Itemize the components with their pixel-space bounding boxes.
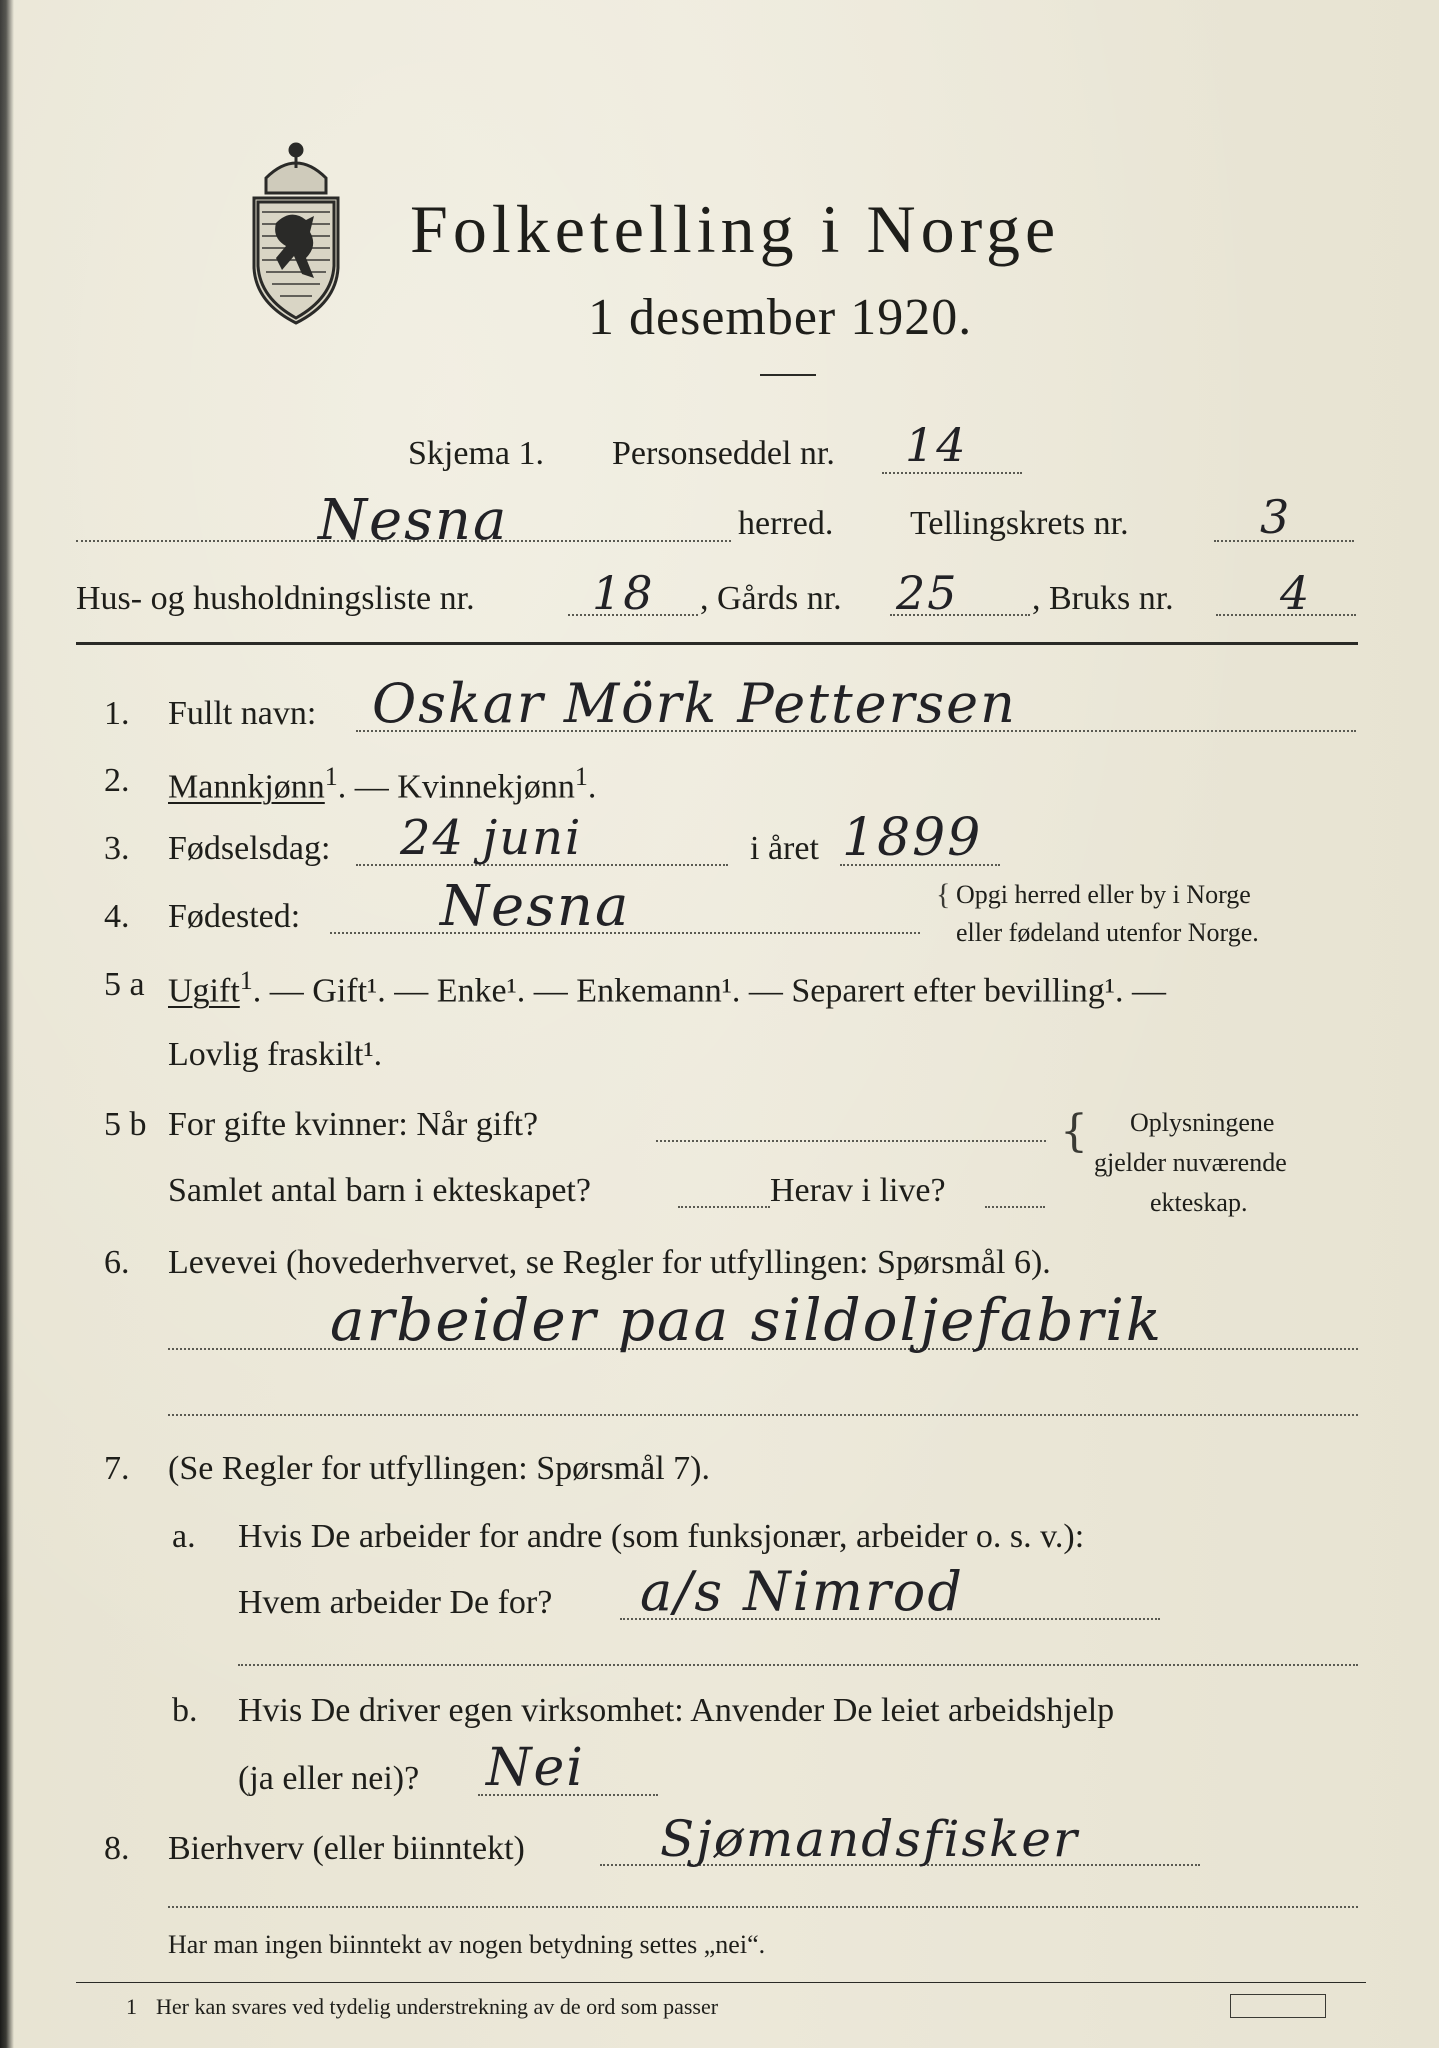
q5b-alive-label: Herav i live? <box>770 1172 946 1209</box>
q4-note-line1: Opgi herred eller by i Norge <box>956 880 1251 909</box>
male-option-underlined[interactable]: Mannkjønn <box>168 768 325 806</box>
q7b-number: b. <box>172 1692 198 1729</box>
no-income-note: Har man ingen biinntekt av nogen betydning settes „nei“. <box>168 1930 766 1959</box>
q5b-note1: Oplysningene <box>1130 1108 1275 1137</box>
side-income-value[interactable]: Sjømandsfisker <box>660 1810 1079 1868</box>
herred-value[interactable]: Nesna <box>318 488 509 553</box>
q7a-number: a. <box>172 1518 196 1555</box>
q3-year-label: i året <box>750 830 819 867</box>
hired-help-value[interactable]: Nei <box>486 1738 585 1798</box>
female-option[interactable]: Kvinnekjønn <box>397 768 575 806</box>
tellingskrets-value[interactable]: 3 <box>1260 490 1292 544</box>
footnote-text: Her kan svares ved tydelig understrekning av de ord som passer <box>156 1994 719 2019</box>
birthplace-value[interactable]: Nesna <box>440 874 631 939</box>
q3-label: Fødselsdag: <box>168 830 331 867</box>
household-list-label: Hus- og husholdningsliste nr. <box>76 580 475 617</box>
q2-gender-options: Mannkjønn$^1$. — Kvinnekjønn$^1$. <box>168 762 597 806</box>
q5b-line1: For gifte kvinner: Når gift? <box>168 1106 539 1143</box>
personseddel-label: Personseddel nr. <box>612 435 835 472</box>
q4-note-line2: eller fødeland utenfor Norge. <box>956 918 1259 947</box>
tellingskrets-label: Tellingskrets nr. <box>910 505 1129 542</box>
q5a-marital-options: Ugift$^1$. — Gift¹. — Enke¹. — Enkemann¹. — Separert efter bevilling¹. — <box>168 966 1166 1010</box>
q6-number: 6. <box>104 1244 130 1281</box>
q5a-number: 5 a <box>104 966 145 1003</box>
q8-label: Bierhverv (eller biinntekt) <box>168 1830 525 1867</box>
form-title: Folketelling i Norge <box>410 191 1061 267</box>
printer-stamp-icon <box>1230 1994 1326 2018</box>
herred-label: herred. <box>738 505 834 542</box>
q5b-note2: gjelder nuværende <box>1094 1148 1287 1177</box>
q5b-children-label: Samlet antal barn i ekteskapet? <box>168 1172 591 1209</box>
household-list-value[interactable]: 18 <box>592 566 655 620</box>
q5a-line2: Lovlig fraskilt¹. <box>168 1036 383 1073</box>
unmarried-option-underlined[interactable]: Ugift <box>168 972 240 1010</box>
q1-label: Fullt navn: <box>168 695 317 732</box>
q8-number: 8. <box>104 1830 130 1867</box>
q1-number: 1. <box>104 695 130 732</box>
norwegian-lion-coat-of-arms-icon <box>236 128 356 328</box>
census-date: 1 desember 1920. <box>588 289 973 346</box>
q6-label: Levevei (hovederhvervet, se Regler for utfyllingen: Spørsmål 6). <box>168 1244 1051 1281</box>
q7-number: 7. <box>104 1450 130 1487</box>
q5b-number: 5 b <box>104 1106 147 1143</box>
title-divider <box>760 374 816 376</box>
birth-year-value[interactable]: 1899 <box>842 808 983 868</box>
q4-number: 4. <box>104 898 130 935</box>
footnote-divider <box>76 1982 1366 1983</box>
q4-label: Fødested: <box>168 898 301 935</box>
census-form-page: Folketelling i Norge 1 desember 1920. Skjema 1. Personseddel nr. 14 Nesna herred. Tellingskrets nr. 3 Hus- og husholdningsliste nr. 18 , Gårds nr. 25 , Bruks nr. 4 1. Fullt navn: Oskar Mörk Pettersen 2. Mannkjønn$^1$. — Kvinnekjønn$^1$. 3. Fødselsdag: 24 juni i året 1899 4. Fødested: Nesna { Opgi herred eller by i Norge eller fødeland utenfor Norge. 5 a Ugift$^1$. — Gift¹. — Enke¹. — Enkemann¹. — Separert efter bevilling¹. — Lovlig fraskilt¹. 5 b For gifte kvinner: Når gift? Samlet antal barn i ekteskapet? Herav i live? { Oplysningene gjelder nuværende ekteskap. 6. Levevei (hovederhvervet, se Regler for utfyllingen: Spørsmål 6). arbeider paa sildoljefabrik 7. (Se Regler for utfyllingen: Spørsmål 7). a. Hvis De arbeider for andre (som funksjonær, arbeider o. s. v.): Hvem arbeider De for? a/s Nimrod b. Hvis De driver egen virksomhet: Anvender De leiet arbeidshjelp (ja eller nei)? Nei 8. Bierhverv (eller biinntekt) Sjømandsfisker Har man ingen biinntekt av nogen betydning settes „nei“. 1 Her kan svares ved tydelig understrekning av de ord som passer <box>0 0 1439 2048</box>
employer-value[interactable]: a/s Nimrod <box>640 1560 964 1623</box>
bruks-value[interactable]: 4 <box>1280 566 1312 620</box>
q7-label: (Se Regler for utfyllingen: Spørsmål 7). <box>168 1450 711 1487</box>
q7b-line2: (ja eller nei)? <box>238 1760 420 1797</box>
bruks-label: , Bruks nr. <box>1032 580 1174 617</box>
q7a-line2: Hvem arbeider De for? <box>238 1584 553 1621</box>
full-name-value[interactable]: Oskar Mörk Pettersen <box>372 672 1017 735</box>
birthday-value[interactable]: 24 juni <box>400 810 583 866</box>
header-divider <box>76 642 1358 645</box>
q5b-note3: ekteskap. <box>1150 1188 1248 1217</box>
q3-number: 3. <box>104 830 130 867</box>
gards-label: , Gårds nr. <box>700 580 842 617</box>
q2-number: 2. <box>104 762 130 799</box>
gards-value[interactable]: 25 <box>896 566 959 620</box>
footnote-number: 1 <box>126 1994 137 2019</box>
q7b-line1: Hvis De driver egen virksomhet: Anvender De leiet arbeidshjelp <box>238 1692 1115 1729</box>
schema-label: Skjema 1. <box>408 435 544 472</box>
occupation-value[interactable]: arbeider paa sildoljefabrik <box>330 1286 1164 1354</box>
personseddel-value[interactable]: 14 <box>905 418 968 472</box>
q7a-line1: Hvis De arbeider for andre (som funksjonær, arbeider o. s. v.): <box>238 1518 1085 1555</box>
